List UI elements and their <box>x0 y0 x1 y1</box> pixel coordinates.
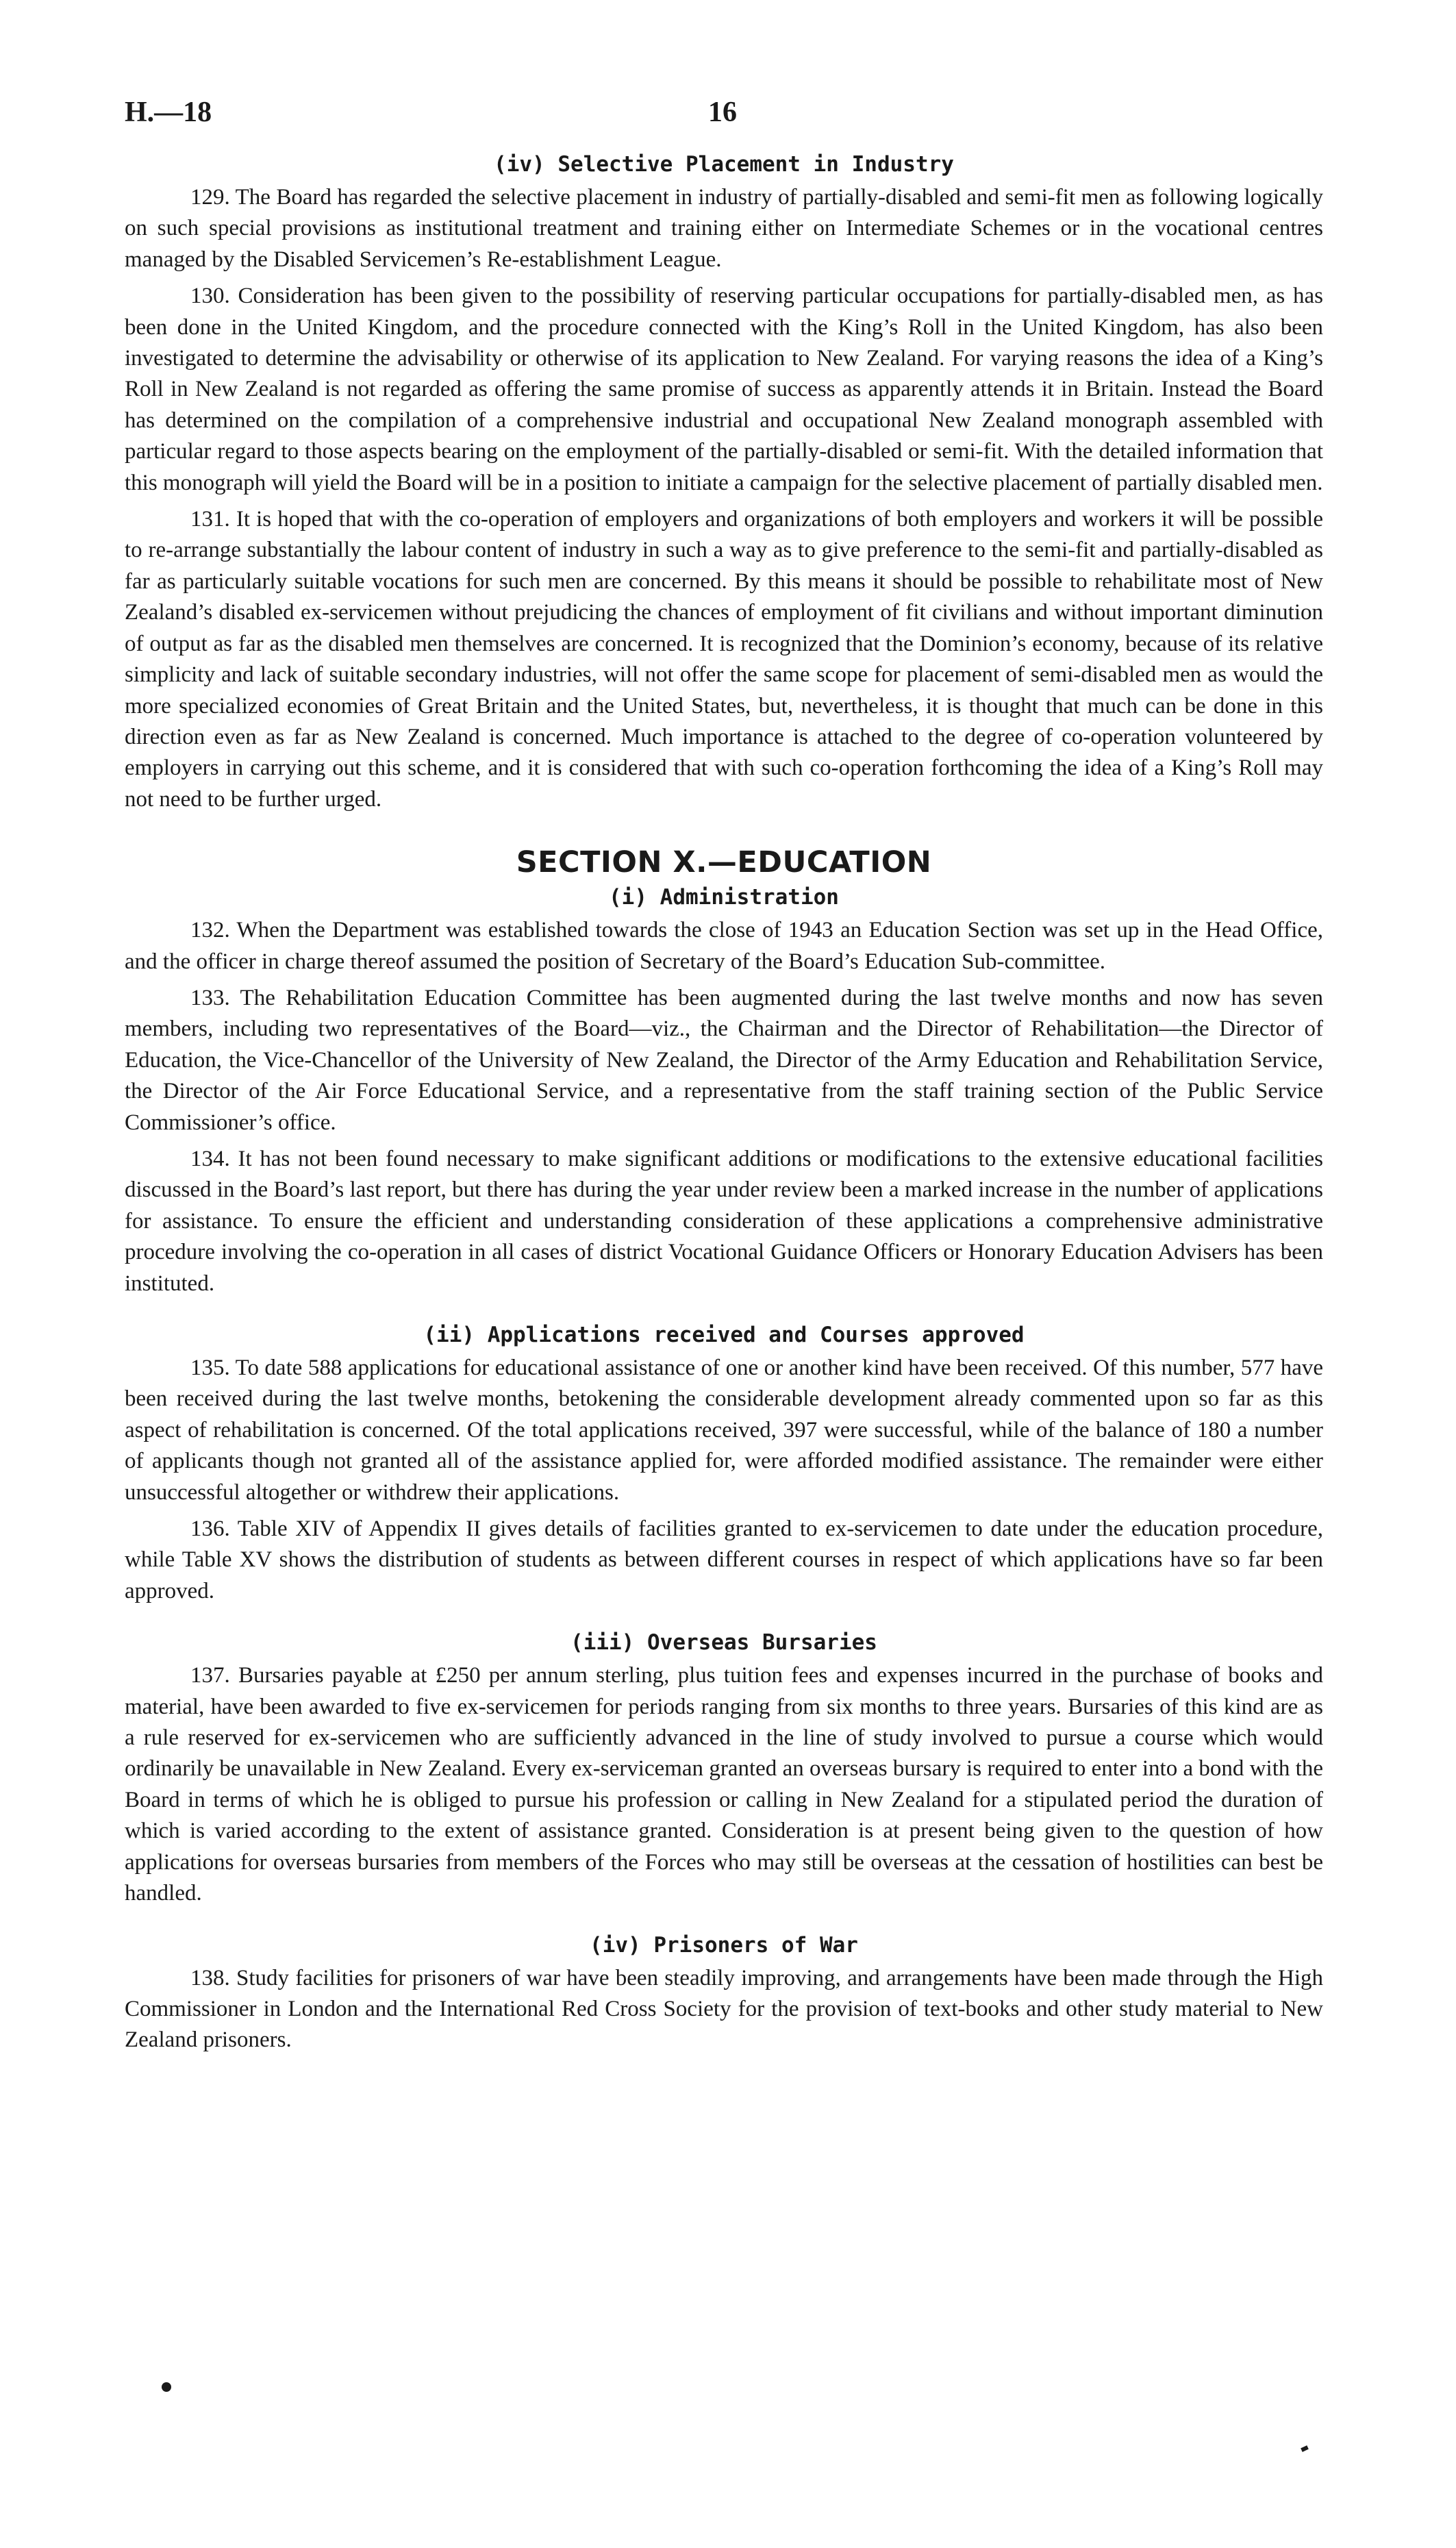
section-title-education: SECTION X.—EDUCATION <box>516 845 932 880</box>
paragraph-130: 130. Consideration has been given to the possibility of reserving particular occupations for partially-disabled men, as has been done in the United Kingdom, and the procedure connected with the King’s Roll in the United Kingdom, has also been investigated to determine the advisability or otherwise of its application to New Zealand. For varying reasons the idea of a King’s Roll in New Zealand is not regarded as offering the same promise of success as apparently attends it in Britain. Instead the Board has determined on the compilation of a comprehensive industrial and occupational New Zealand monograph assembled with particular regard to those aspects bearing on the employment of the partially-disabled or semi-fit. With the detailed information that this monograph will yield the Board will be in a position to initiate a campaign for the selective placement of partially disabled men. <box>125 284 1323 495</box>
heading-administration: (i) Administration <box>609 885 839 910</box>
heading-overseas-bursaries: (iii) Overseas Bursaries <box>570 1630 877 1656</box>
page-number: 16 <box>708 97 737 128</box>
paragraph-131: 131. It is hoped that with the co-operation of employers and organizations of both employers and workers it will be possible to re-arrange substantially the labour content of industry in such a way as to give preference to the semi-fit and partially-disabled as far as particularly suitable vocations for such men are concerned. By this means it should be possible to rehabilitate most of New Zealand’s disabled ex-servicemen without prejudicing the chances of employment of fit civilians and without important diminution of output as far as the disabled men themselves are concerned. It is recognized that the Dominion’s economy, because of its relative simplicity and lack of suitable secondary industries, will not offer the same scope for placement of semi-disabled men as would the more specialized economies of Great Britain and the United States, but, nevertheless, it is thought that much can be done in this direction even as far as New Zealand is concerned. Much importance is attached to the degree of co-operation volunteered by employers in carrying out this scheme, and it is considered that with such co-operation forthcoming the idea of a King’s Roll may not need to be further urged. <box>125 507 1323 812</box>
heading-selective-placement: (iv) Selective Placement in Industry <box>494 152 954 177</box>
series-number: H.—18 <box>125 97 212 128</box>
document-page <box>125 96 1323 2062</box>
paragraph-133: 133. The Rehabilitation Education Committee has been augmented during the last twelve months and now has seven members, including two representatives of the Board—viz., the Chairman and the Director of Rehabilitation—the Director of Education, the Vice-Chancellor of the University of New Zealand, the Director of the Army Education and Rehabilitation Service, the Director of the Air Force Educational Service, and a representative from the staff training section of the Public Service Commissioner’s office. <box>125 985 1323 1135</box>
paragraph-129: 129. The Board has regarded the selective placement in industry of partially-disabled and semi-fit men as following logically on such special provisions as institutional treatment and training either on Intermediate Schemes or in the vocational centres managed by the Disabled Servicemen’s Re-establishment League. <box>125 185 1323 272</box>
paragraph-134: 134. It has not been found necessary to make significant additions or modifications to the extensive educational facilities discussed in the Board’s last report, but there has during the year under review been a marked increase in the number of applications for assistance. To ensure the efficient and understanding consideration of these applications a comprehensive administrative procedure involving the co-operation in all cases of district Vocational Guidance Officers or Honorary Education Advisers has been instituted. <box>125 1146 1323 1296</box>
corner-ink-mark <box>1301 2445 1309 2452</box>
heading-prisoners-of-war: (iv) Prisoners of War <box>590 1932 858 1958</box>
running-header <box>125 96 1323 137</box>
paragraph-137: 137. Bursaries payable at £250 per annum sterling, plus tuition fees and expenses incurred in the purchase of books and material, have been awarded to five ex-servicemen for periods ranging from six months to three years. Bursaries of this kind are as a rule reserved for ex-servicemen who are sufficiently advanced in the line of study involved to pursue a course which would ordinarily be unavailable in New Zealand. Every ex-serviceman granted an overseas bursary is required to enter into a bond with the Board in terms of which he is obliged to pursue his profession or calling in New Zealand for a stipulated period the duration of which is varied according to the extent of assistance granted. Consideration is at present being given to the question of how applications for overseas bursaries from members of the Forces who may still be overseas at the cessation of hostilities can best be handled. <box>125 1663 1323 1906</box>
paragraph-138: 138. Study facilities for prisoners of war have been steadily improving, and arrangements have been made through the High Commissioner in London and the International Red Cross Society for the provision of text-books and other study material to New Zealand prisoners. <box>125 1965 1323 2053</box>
paragraph-136: 136. Table XIV of Appendix II gives details of facilities granted to ex-servicemen to date under the education procedure, while Table XV shows the distribution of students as between different courses in respect of which applications have so far been approved. <box>125 1516 1323 1603</box>
paragraph-135: 135. To date 588 applications for educational assistance of one or another kind have been received. Of this number, 577 have been received during the last twelve months, betokening the considerable development already commented upon so far as this aspect of rehabilitation is concerned. Of the total applications received, 397 were successful, while of the balance of 180 a number of applicants though not granted all of the assistance applied for, were afforded modified assistance. The remainder were either unsuccessful altogether or withdrew their applications. <box>125 1356 1323 1505</box>
ink-dot-mark <box>162 2382 171 2392</box>
paragraph-132: 132. When the Department was established towards the close of 1943 an Education Section was set up in the Head Office, and the officer in charge thereof assumed the position of Secretary of the Board’s Education Sub-committee. <box>125 918 1323 974</box>
heading-applications: (ii) Applications received and Courses approved <box>423 1323 1025 1347</box>
